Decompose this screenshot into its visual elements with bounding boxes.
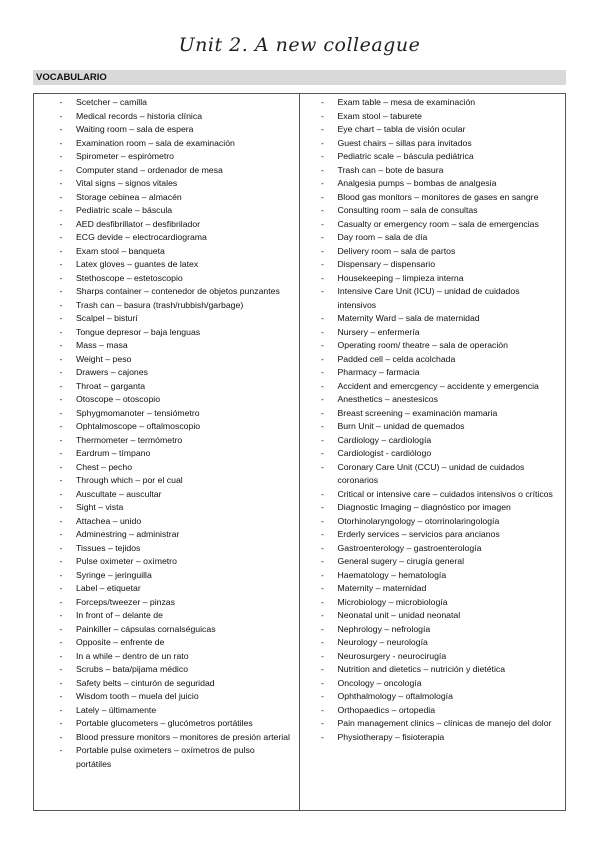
section-header: VOCABULARIO: [33, 70, 566, 85]
vocab-term: Waiting room – sala de espera: [76, 124, 194, 134]
vocab-item: [300, 461, 566, 488]
bullet-dash: -: [321, 529, 324, 539]
vocab-term: Anesthetics – anestesicos: [337, 394, 438, 404]
vocab-item: [34, 596, 299, 610]
vocab-item: [34, 137, 299, 151]
bullet-dash: -: [321, 556, 324, 566]
bullet-dash: -: [59, 664, 63, 674]
bullet-dash: -: [59, 556, 63, 566]
vocab-item: [34, 636, 299, 650]
vocab-term: Nutrition and dietetics – nutrición y dietética: [337, 664, 506, 674]
vocab-item: [34, 393, 299, 407]
vocab-term: Drawers – cajones: [76, 367, 148, 377]
vocab-item: [300, 623, 566, 637]
bullet-dash: -: [59, 596, 63, 607]
vocab-term: Pharmacy – farmacia: [337, 367, 420, 377]
vocab-term: Diagnostic Imaging – diagnóstico por imagen: [337, 502, 511, 512]
vocab-item: [300, 380, 566, 394]
bullet-dash: -: [321, 502, 324, 512]
bullet-dash: -: [59, 637, 63, 647]
vocab-item: [300, 285, 566, 312]
vocab-term: In a while – dentro de un rato: [76, 650, 189, 661]
vocab-term: Nursery – enfermería: [337, 326, 420, 337]
bullet-dash: -: [59, 164, 63, 175]
vocab-item: [34, 501, 299, 515]
bullet-dash: -: [321, 97, 324, 107]
bullet-dash: -: [59, 272, 63, 283]
vocab-item: [34, 177, 299, 191]
vocab-term: Throat – garganta: [76, 380, 146, 391]
vocab-item: [34, 110, 299, 124]
bullet-dash: -: [321, 664, 324, 674]
bullet-dash: -: [59, 259, 63, 269]
vocab-term: Computer stand – ordenador de mesa: [76, 164, 223, 175]
vocab-item: [34, 461, 299, 475]
bullet-dash: -: [321, 272, 324, 283]
vocab-term: Exam stool – taburete: [337, 110, 423, 121]
vocab-term: Adminestring – administrar: [76, 529, 180, 539]
vocab-term: Vital signs – signos vitales: [76, 178, 178, 188]
bullet-dash: -: [321, 596, 324, 607]
vocab-term: Neurosurgery - neurocirugía: [337, 650, 447, 661]
bullet-dash: -: [321, 461, 324, 472]
vocab-term: Auscultate – auscultar: [76, 488, 162, 499]
bullet-dash: -: [321, 151, 324, 161]
vocab-term: Padded cell – celda acolchada: [337, 353, 456, 364]
vocab-term: Syringe – jeringuilla: [76, 569, 152, 580]
vocab-item: [34, 245, 299, 259]
bullet-dash: -: [321, 232, 324, 242]
vocab-term: Eye chart – tabla de visión ocular: [337, 124, 466, 134]
vocab-term: Accident and emercgency – accidente y emergencia: [337, 380, 539, 391]
vocab-term: Ophthalmology – oftalmología: [337, 691, 453, 701]
vocab-item: [300, 150, 566, 164]
bullet-dash: -: [321, 542, 324, 553]
vocab-item: [300, 501, 566, 515]
vocab-item: [300, 542, 566, 556]
vocab-term: Ophtalmoscope – oftalmoscopio: [76, 421, 201, 431]
bullet-dash: -: [59, 542, 63, 553]
bullet-dash: -: [59, 718, 63, 728]
vocab-term: Nephrology – nefrología: [337, 623, 431, 634]
vocab-term: Casualty or emergency room – sala de emergencias: [337, 218, 539, 229]
vocab-term: Tongue depresor – baja lenguas: [76, 326, 201, 337]
vocab-item: [300, 555, 566, 569]
vocab-term: Pulse oximeter – oxímetro: [76, 556, 177, 566]
vocab-term: Forceps/tweezer – pinzas: [76, 596, 175, 607]
bullet-dash: -: [321, 610, 324, 620]
bullet-dash: -: [321, 407, 324, 418]
vocab-term: Pediatric scale – báscula: [76, 205, 173, 215]
vocab-item: [34, 366, 299, 380]
bullet-dash: -: [59, 434, 63, 445]
bullet-dash: -: [321, 110, 324, 121]
vocab-term: Weight – peso: [76, 353, 132, 364]
vocab-term: Neurology – neurología: [337, 637, 428, 647]
bullet-dash: -: [59, 326, 63, 337]
vocab-term: Scrubs – bata/pijama médico: [76, 664, 189, 674]
vocab-item: [300, 96, 566, 110]
vocab-term: Orthopaedics – ortopedia: [337, 704, 436, 715]
vocab-term: Exam table – mesa de examinación: [337, 97, 476, 107]
vocab-item: [34, 569, 299, 583]
bullet-dash: -: [321, 164, 324, 175]
bullet-dash: -: [59, 502, 63, 512]
vocab-term: Stethoscope – estetoscopio: [76, 272, 183, 283]
vocab-item: [300, 663, 566, 677]
vocab-item: [300, 609, 566, 623]
vocab-term: Guest chairs – sillas para invitados: [337, 137, 472, 148]
vocab-item: [34, 123, 299, 137]
vocab-term: Lately – últimamente: [76, 704, 157, 715]
vocab-item: [34, 488, 299, 502]
bullet-dash: -: [59, 218, 63, 229]
bullet-dash: -: [59, 110, 63, 121]
bullet-dash: -: [59, 704, 63, 715]
vocab-term: Sphygmomanoter – tensiómetro: [76, 407, 200, 418]
vocab-term: Operating room/ theatre – sala de operación: [337, 340, 508, 350]
vocab-term: Trash can – basura (trash/rubbish/garbage): [76, 299, 244, 310]
vocab-term: Pain management clinics – clínicas de manejo del dolor: [337, 718, 552, 728]
bullet-dash: -: [321, 326, 324, 337]
bullet-dash: -: [321, 124, 324, 134]
vocab-item: [300, 164, 566, 178]
vocab-item: [34, 407, 299, 421]
bullet-dash: -: [321, 205, 324, 215]
vocab-term: Consulting room – sala de consultas: [337, 205, 478, 215]
vocab-item: [300, 515, 566, 529]
vocab-item: [34, 191, 299, 205]
vocab-item: [34, 582, 299, 596]
vocab-term: AED desfibrillator – desfibrilador: [76, 218, 201, 229]
bullet-dash: -: [59, 137, 63, 148]
vocab-term: Otorhinolaryngology – otorrinolaringología: [337, 515, 500, 526]
vocab-term: Intensive Care Unit (ICU) – unidad de cuidados intensivos: [337, 286, 520, 310]
bullet-dash: -: [59, 367, 63, 377]
vocab-item: [300, 677, 566, 691]
bullet-dash: -: [59, 650, 63, 661]
bullet-dash: -: [59, 97, 63, 107]
vocab-item: [34, 285, 299, 299]
bullet-dash: -: [321, 394, 324, 404]
vocab-term: Exam stool – banqueta: [76, 245, 165, 256]
bullet-dash: -: [321, 286, 324, 296]
vocab-item: [300, 326, 566, 340]
vocab-term: Thermometer – termómetro: [76, 434, 183, 445]
bullet-dash: -: [321, 515, 324, 526]
vocab-term: Cardiologist - cardiólogo: [337, 448, 432, 458]
vocab-term: Mass – masa: [76, 340, 128, 350]
vocab-term: Analgesia pumps – bombas de analgesia: [337, 178, 497, 188]
bullet-dash: -: [59, 745, 63, 755]
bullet-dash: -: [321, 623, 324, 634]
vocab-item: [34, 204, 299, 218]
vocab-item: [34, 515, 299, 529]
vocab-term: Otoscope – otoscopio: [76, 394, 161, 404]
vocab-item: [300, 218, 566, 232]
vocab-item: [34, 339, 299, 353]
vocab-term: Maternity – maternidad: [337, 583, 427, 593]
vocab-item: [34, 555, 299, 569]
vocab-item: [300, 177, 566, 191]
vocab-term: Painkiller – cápsulas cornalséguicas: [76, 623, 216, 634]
bullet-dash: -: [321, 259, 324, 269]
vocab-item: [300, 636, 566, 650]
bullet-dash: -: [59, 394, 63, 404]
vocab-item: [300, 407, 566, 421]
vocab-item: [300, 245, 566, 259]
vocab-item: [300, 528, 566, 542]
vocab-term: Scetcher – camilla: [76, 97, 147, 107]
vocab-item: [34, 326, 299, 340]
vocab-item: [34, 663, 299, 677]
vocab-term: Maternity Ward – sala de maternidad: [337, 313, 480, 323]
right-column: [300, 94, 566, 810]
bullet-dash: -: [321, 637, 324, 647]
bullet-dash: -: [59, 448, 63, 458]
vocab-term: Medical records – historia clínica: [76, 110, 203, 121]
vocab-item: [300, 272, 566, 286]
vocab-term: Critical or intensive care – cuidados intensivos o críticos: [337, 488, 553, 499]
vocab-term: Through which – por el cual: [76, 475, 183, 485]
vocab-item: [300, 717, 566, 731]
vocab-item: [300, 447, 566, 461]
bullet-dash: -: [59, 245, 63, 256]
bullet-dash: -: [59, 178, 63, 188]
bullet-dash: -: [321, 137, 324, 148]
vocab-term: Spirometer – espirómetro: [76, 151, 175, 161]
vocab-item: [300, 690, 566, 704]
vocab-term: Storage cebinea – almacén: [76, 191, 182, 202]
bullet-dash: -: [321, 488, 324, 499]
vocab-term: Sight – vista: [76, 502, 124, 512]
bullet-dash: -: [321, 718, 324, 728]
vocab-item: [34, 447, 299, 461]
vocab-term: Chest – pecho: [76, 461, 133, 472]
bullet-dash: -: [321, 340, 324, 350]
bullet-dash: -: [321, 569, 324, 580]
vocab-item: [34, 434, 299, 448]
vocab-item: [300, 312, 566, 326]
bullet-dash: -: [59, 124, 63, 134]
vocab-item: [300, 123, 566, 137]
vocab-item: [34, 474, 299, 488]
vocab-term: Eardrum – tímpano: [76, 448, 151, 458]
vocab-term: Neonatal unit – unidad neonatal: [337, 610, 461, 620]
vocab-term: Portable glucometers – glucómetros portátiles: [76, 718, 253, 728]
bullet-dash: -: [321, 448, 324, 458]
bullet-dash: -: [321, 583, 324, 593]
vocab-item: [300, 420, 566, 434]
vocab-item: [34, 650, 299, 664]
vocab-item: [300, 204, 566, 218]
vocab-item: [34, 299, 299, 313]
vocab-term: Blood pressure monitors – monitores de presión arterial: [76, 731, 290, 742]
bullet-dash: -: [321, 245, 324, 256]
bullet-dash: -: [321, 704, 324, 715]
vocab-item: [34, 218, 299, 232]
bullet-dash: -: [59, 569, 63, 580]
vocab-item: [300, 137, 566, 151]
bullet-dash: -: [59, 232, 63, 242]
vocab-term: Attachea – unido: [76, 515, 142, 526]
bullet-dash: -: [321, 421, 324, 431]
vocab-term: Trash can – bote de basura: [337, 164, 444, 175]
bullet-dash: -: [59, 515, 63, 526]
vocab-term: Label – etiquetar: [76, 583, 141, 593]
bullet-dash: -: [59, 610, 63, 620]
bullet-dash: -: [59, 488, 63, 499]
vocab-term: Wisdom tooth – muela del juicio: [76, 691, 199, 701]
vocab-term: Tissues – tejidos: [76, 542, 141, 553]
vocab-item: [34, 690, 299, 704]
vocab-item: [34, 609, 299, 623]
vocab-item: [34, 542, 299, 556]
bullet-dash: -: [59, 691, 63, 701]
left-column: [34, 94, 300, 810]
vocab-item: [300, 650, 566, 664]
vocab-term: Pediatric scale – báscula pediátrica: [337, 151, 474, 161]
vocab-term: Gastroenterology – gastroenterología: [337, 542, 482, 553]
bullet-dash: -: [59, 380, 63, 391]
vocab-item: [34, 231, 299, 245]
vocab-item: [34, 731, 299, 745]
vocab-term: Day room – sala de día: [337, 232, 428, 242]
bullet-dash: -: [59, 529, 63, 539]
vocab-item: [34, 353, 299, 367]
vocab-term: Opposite – enfrente de: [76, 637, 165, 647]
vocab-item: [34, 623, 299, 637]
bullet-dash: -: [59, 583, 63, 593]
vocab-item: [300, 393, 566, 407]
vocab-item: [34, 717, 299, 731]
vocab-item: [34, 258, 299, 272]
vocab-item: [34, 380, 299, 394]
bullet-dash: -: [321, 178, 324, 188]
vocab-term: Safety belts – cinturón de seguridad: [76, 677, 215, 688]
bullet-dash: -: [59, 461, 63, 472]
bullet-dash: -: [321, 353, 324, 364]
vocab-term: Physiotherapy – fisioterapia: [337, 731, 445, 742]
vocab-term: Coronary Care Unit (CCU) – unidad de cuidados coronarios: [337, 461, 525, 485]
vocab-item: [34, 744, 299, 771]
vocab-item: [300, 704, 566, 718]
vocab-term: Portable pulse oximeters – oxímetros de pulso portátiles: [76, 745, 255, 769]
bullet-dash: -: [59, 205, 63, 215]
bullet-dash: -: [59, 299, 63, 310]
bullet-dash: -: [59, 340, 63, 350]
bullet-dash: -: [59, 475, 63, 485]
vocab-term: Delivery room – sala de partos: [337, 245, 456, 256]
vocab-term: Cardiology – cardiología: [337, 434, 432, 445]
bullet-dash: -: [59, 313, 63, 323]
vocab-term: Haematology – hematología: [337, 569, 447, 580]
vocab-item: [34, 272, 299, 286]
vocab-term: Latex gloves – guantes de latex: [76, 259, 199, 269]
bullet-dash: -: [321, 191, 324, 202]
bullet-dash: -: [59, 623, 63, 634]
vocab-term: Oncology – oncología: [337, 677, 422, 688]
vocabulary-table: [33, 93, 566, 811]
bullet-dash: -: [59, 353, 63, 364]
vocab-item: [300, 582, 566, 596]
vocab-item: [34, 96, 299, 110]
vocab-item: [300, 191, 566, 205]
vocab-item: [300, 488, 566, 502]
vocab-term: Blood gas monitors – monitores de gases en sangre: [337, 191, 539, 202]
bullet-dash: -: [321, 691, 324, 701]
bullet-dash: -: [321, 434, 324, 445]
bullet-dash: -: [321, 218, 324, 229]
document-title: Unit 2. A new colleague: [178, 34, 421, 56]
vocab-item: [300, 339, 566, 353]
vocab-item: [34, 677, 299, 691]
vocab-term: Burn Unit – unidad de quemados: [337, 421, 465, 431]
vocab-item: [300, 366, 566, 380]
vocab-item: [34, 312, 299, 326]
bullet-dash: -: [59, 421, 63, 431]
vocab-item: [300, 231, 566, 245]
vocab-term: Examination room – sala de examinación: [76, 137, 235, 148]
bullet-dash: -: [59, 286, 63, 296]
vocab-term: Dispensary – dispensario: [337, 259, 436, 269]
vocab-term: General sugery – cirugía general: [337, 556, 465, 566]
bullet-dash: -: [59, 191, 63, 202]
vocab-item: [300, 353, 566, 367]
bullet-dash: -: [59, 677, 63, 688]
bullet-dash: -: [59, 731, 63, 742]
vocab-term: In front of – delante de: [76, 610, 163, 620]
vocab-item: [34, 528, 299, 542]
bullet-dash: -: [321, 313, 324, 323]
bullet-dash: -: [59, 151, 63, 161]
vocab-item: [300, 596, 566, 610]
vocab-term: Housekeeping – limpieza interna: [337, 272, 464, 283]
vocab-term: Scalpel – bisturí: [76, 313, 138, 323]
vocab-item: [300, 258, 566, 272]
vocab-item: [300, 434, 566, 448]
vocab-term: Breast screening – examinación mamaria: [337, 407, 498, 418]
bullet-dash: -: [321, 380, 324, 391]
vocab-item: [34, 704, 299, 718]
bullet-dash: -: [321, 367, 324, 377]
bullet-dash: -: [59, 407, 63, 418]
vocab-term: Erderly services – servicios para ancianos: [337, 529, 500, 539]
vocab-item: [300, 569, 566, 583]
vocab-item: [34, 150, 299, 164]
vocab-term: ECG devide – electrocardiograma: [76, 232, 207, 242]
vocab-term: Sharps container – contenedor de objetos punzantes: [76, 286, 280, 296]
vocab-item: [34, 164, 299, 178]
bullet-dash: -: [321, 677, 324, 688]
vocab-item: [300, 110, 566, 124]
bullet-dash: -: [321, 650, 324, 661]
bullet-dash: -: [321, 731, 324, 742]
vocab-item: [34, 420, 299, 434]
vocab-term: Microbiology – microbiología: [337, 596, 448, 607]
vocab-item: [300, 731, 566, 745]
